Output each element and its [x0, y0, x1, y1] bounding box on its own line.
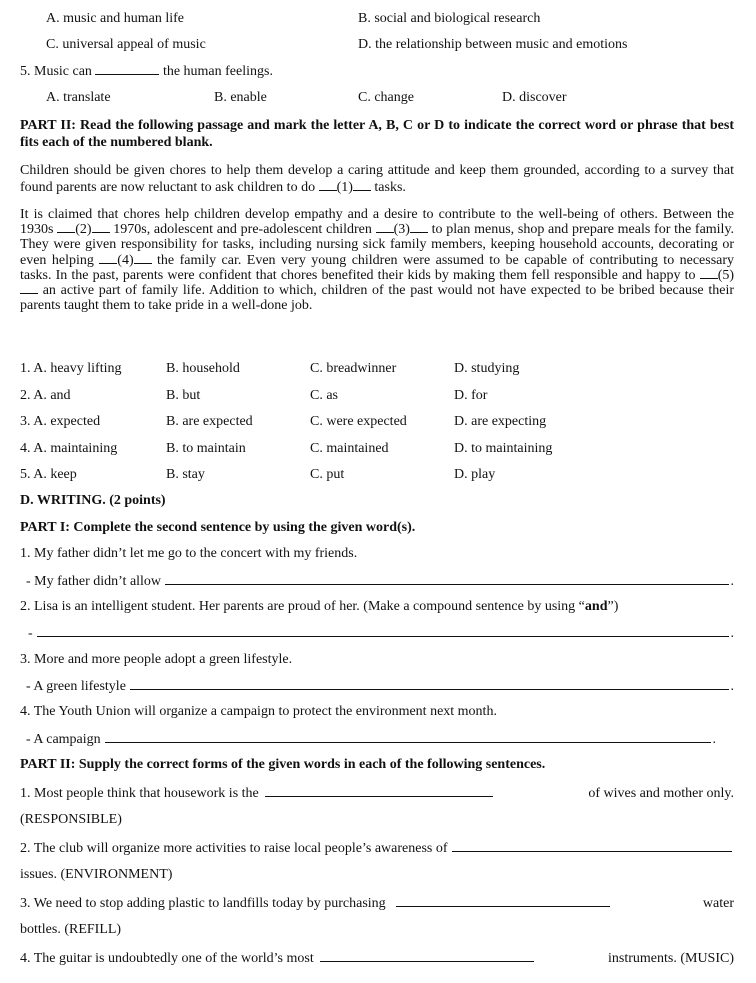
- part2-heading: PART II: Read the following passage and mark the letter A, B, C or D to indicate the correct word or phrase that best fits each of the numbered blank.: [20, 118, 734, 150]
- mc-2-option-a: 2. A. and: [20, 388, 71, 403]
- passage-blank-1: (1): [336, 180, 353, 195]
- q5-text-after: the human feelings.: [162, 64, 273, 79]
- passage-p2-text-a: It is claimed that chores help children develop empathy and a desire to contribute to the well-being of others. Between the 1930s: [20, 207, 734, 238]
- word-form-4-answer-line[interactable]: [320, 949, 534, 962]
- passage-p1-end: tasks.: [374, 180, 406, 195]
- rewrite-q3: 3. More and more people adopt a green lifestyle.: [20, 652, 293, 667]
- rewrite-a2-prompt: -: [28, 626, 33, 641]
- rewrite-a3-dot: .: [730, 679, 734, 694]
- rewrite-a3-prompt: - A green lifestyle: [26, 679, 126, 694]
- word-form-4-text-end: instruments. (MUSIC): [608, 951, 734, 966]
- word-form-3-text-end: water: [702, 896, 734, 911]
- mc-5-option-a: 5. A. keep: [20, 467, 77, 482]
- passage-p2-text-b: 1970s, adolescent and pre-adolescent children: [113, 222, 372, 238]
- word-form-2-text: 2. The club will organize more activities to raise local people’s awareness of: [20, 841, 448, 856]
- mc-4-option-b: B. to maintain: [166, 441, 246, 456]
- rewrite-a4-prompt: - A campaign: [26, 732, 101, 747]
- word-form-3-answer-line[interactable]: [396, 894, 610, 907]
- q5-option-d: D. discover: [502, 90, 567, 105]
- q4-option-c: C. universal appeal of music: [46, 37, 206, 52]
- mc-3-option-d: D. are expecting: [454, 414, 547, 429]
- blank-underline: [20, 293, 38, 294]
- mc-5-option-b: B. stay: [166, 467, 205, 482]
- blank-underline: [376, 232, 394, 233]
- word-form-4-text: 4. The guitar is undoubtedly one of the world’s most: [20, 951, 314, 966]
- mc-3-option-c: C. were expected: [310, 414, 407, 429]
- mc-2-option-c: C. as: [310, 388, 338, 403]
- word-form-1-cue: (RESPONSIBLE): [20, 812, 122, 827]
- q5-question: [20, 63, 734, 80]
- blank-underline: [134, 263, 152, 264]
- passage-p2-text-e: an active part of family life. Addition to which, children of the past would not have expected to be bribed because their parents taught them to take pride in a well-done job.: [20, 283, 735, 314]
- passage-p2-text-d: the family car. Even very young children were assumed to be capable of contributing to necessary tasks. In the past, parents were confident that chores benefited their kids by making them fell responsible and happy to: [20, 252, 735, 283]
- mc-4-option-c: C. maintained: [310, 441, 389, 456]
- word-form-1-answer-line[interactable]: [265, 784, 493, 797]
- mc-3-option-b: B. are expected: [166, 414, 253, 429]
- mc-1-option-d: D. studying: [454, 361, 520, 376]
- rewrite-q2-keyword: and: [584, 599, 608, 614]
- passage-blank-5: (5): [717, 267, 735, 283]
- passage-paragraph-2: [20, 207, 734, 313]
- rewrite-a1-row: [26, 572, 734, 590]
- q5-text-before: 5. Music can: [20, 64, 92, 79]
- blank-underline: [92, 232, 110, 233]
- mc-5-option-d: D. play: [454, 467, 496, 482]
- passage-blank-4: (4): [117, 252, 134, 268]
- word-form-1-row: [20, 784, 734, 802]
- mc-4-option-a: 4. A. maintaining: [20, 441, 118, 456]
- rewrite-a1-prompt: - My father didn’t allow: [26, 574, 162, 589]
- q4-option-b: B. social and biological research: [358, 11, 541, 26]
- word-form-2-answer-line[interactable]: [452, 839, 732, 852]
- blank-underline: [410, 232, 428, 233]
- q4-option-a: A. music and human life: [46, 11, 185, 26]
- rewrite-q2-text: 2. Lisa is an intelligent student. Her parents are proud of her. (Make a compound sentence by using “: [20, 599, 585, 614]
- rewrite-a2-row: [28, 624, 734, 642]
- blank-underline: [99, 263, 117, 264]
- rewrite-a4-answer-line[interactable]: [105, 730, 711, 743]
- passage-blank-2: (2): [75, 222, 92, 238]
- writing-part2-heading: PART II: Supply the correct forms of the given words in each of the following sentences.: [20, 757, 546, 772]
- word-form-1-text-end: of wives and mother only.: [588, 786, 734, 801]
- word-form-3-row: [20, 894, 734, 912]
- mc-2-option-d: D. for: [454, 388, 488, 403]
- blank-underline: [319, 190, 337, 191]
- word-form-3-text: 3. We need to stop adding plastic to landfills today by purchasing: [20, 896, 386, 911]
- q5-option-a: A. translate: [46, 90, 111, 105]
- mc-1-option-a: 1. A. heavy lifting: [20, 361, 122, 376]
- blank-underline: [353, 190, 371, 191]
- word-form-3-cue: bottles. (REFILL): [20, 922, 122, 937]
- rewrite-a3-answer-line[interactable]: [130, 677, 729, 690]
- rewrite-a4-dot: .: [712, 732, 716, 747]
- word-form-1-text: 1. Most people think that housework is the: [20, 786, 259, 801]
- writing-heading: D. WRITING. (2 points): [20, 493, 166, 508]
- q5-blank[interactable]: [95, 74, 159, 75]
- rewrite-a4-row: [26, 730, 716, 748]
- mc-4-option-d: D. to maintaining: [454, 441, 553, 456]
- passage-p1-text: Children should be given chores to help them develop a caring attitude and keep them grounded, according to a survey that found parents are now reluctant to ask children to do: [20, 163, 734, 195]
- blank-underline: [700, 278, 718, 279]
- passage-blank-3: (3): [393, 222, 410, 238]
- passage-p2-text-c: to plan menus, shop and prepare meals for the family. They were given responsibility for tasks, including nursing sick family members, keeping household accounts, decorating or even helping: [20, 222, 735, 268]
- rewrite-a3-row: [26, 677, 734, 695]
- rewrite-q2-close: ”): [607, 599, 619, 614]
- word-form-2-cue: issues. (ENVIRONMENT): [20, 867, 173, 882]
- rewrite-q1: 1. My father didn’t let me go to the concert with my friends.: [20, 546, 358, 561]
- writing-part1-heading: PART I: Complete the second sentence by using the given word(s).: [20, 520, 416, 535]
- q4-option-d: D. the relationship between music and emotions: [358, 37, 628, 52]
- q5-option-b: B. enable: [214, 90, 267, 105]
- word-form-2-row: [20, 839, 734, 857]
- mc-2-option-b: B. but: [166, 388, 201, 403]
- mc-1-option-b: B. household: [166, 361, 240, 376]
- word-form-4-row: [20, 949, 734, 967]
- mc-3-option-a: 3. A. expected: [20, 414, 101, 429]
- mc-5-option-c: C. put: [310, 467, 345, 482]
- mc-1-option-c: C. breadwinner: [310, 361, 397, 376]
- passage-paragraph-1: [20, 162, 734, 196]
- rewrite-q4: 4. The Youth Union will organize a campaign to protect the environment next month.: [20, 704, 497, 719]
- q5-option-c: C. change: [358, 90, 414, 105]
- rewrite-q2: [20, 598, 734, 615]
- rewrite-a1-dot: .: [730, 574, 734, 589]
- blank-underline: [57, 232, 75, 233]
- rewrite-a1-answer-line[interactable]: [165, 572, 728, 585]
- rewrite-a2-answer-line[interactable]: [37, 624, 729, 637]
- rewrite-a2-dot: .: [730, 626, 734, 641]
